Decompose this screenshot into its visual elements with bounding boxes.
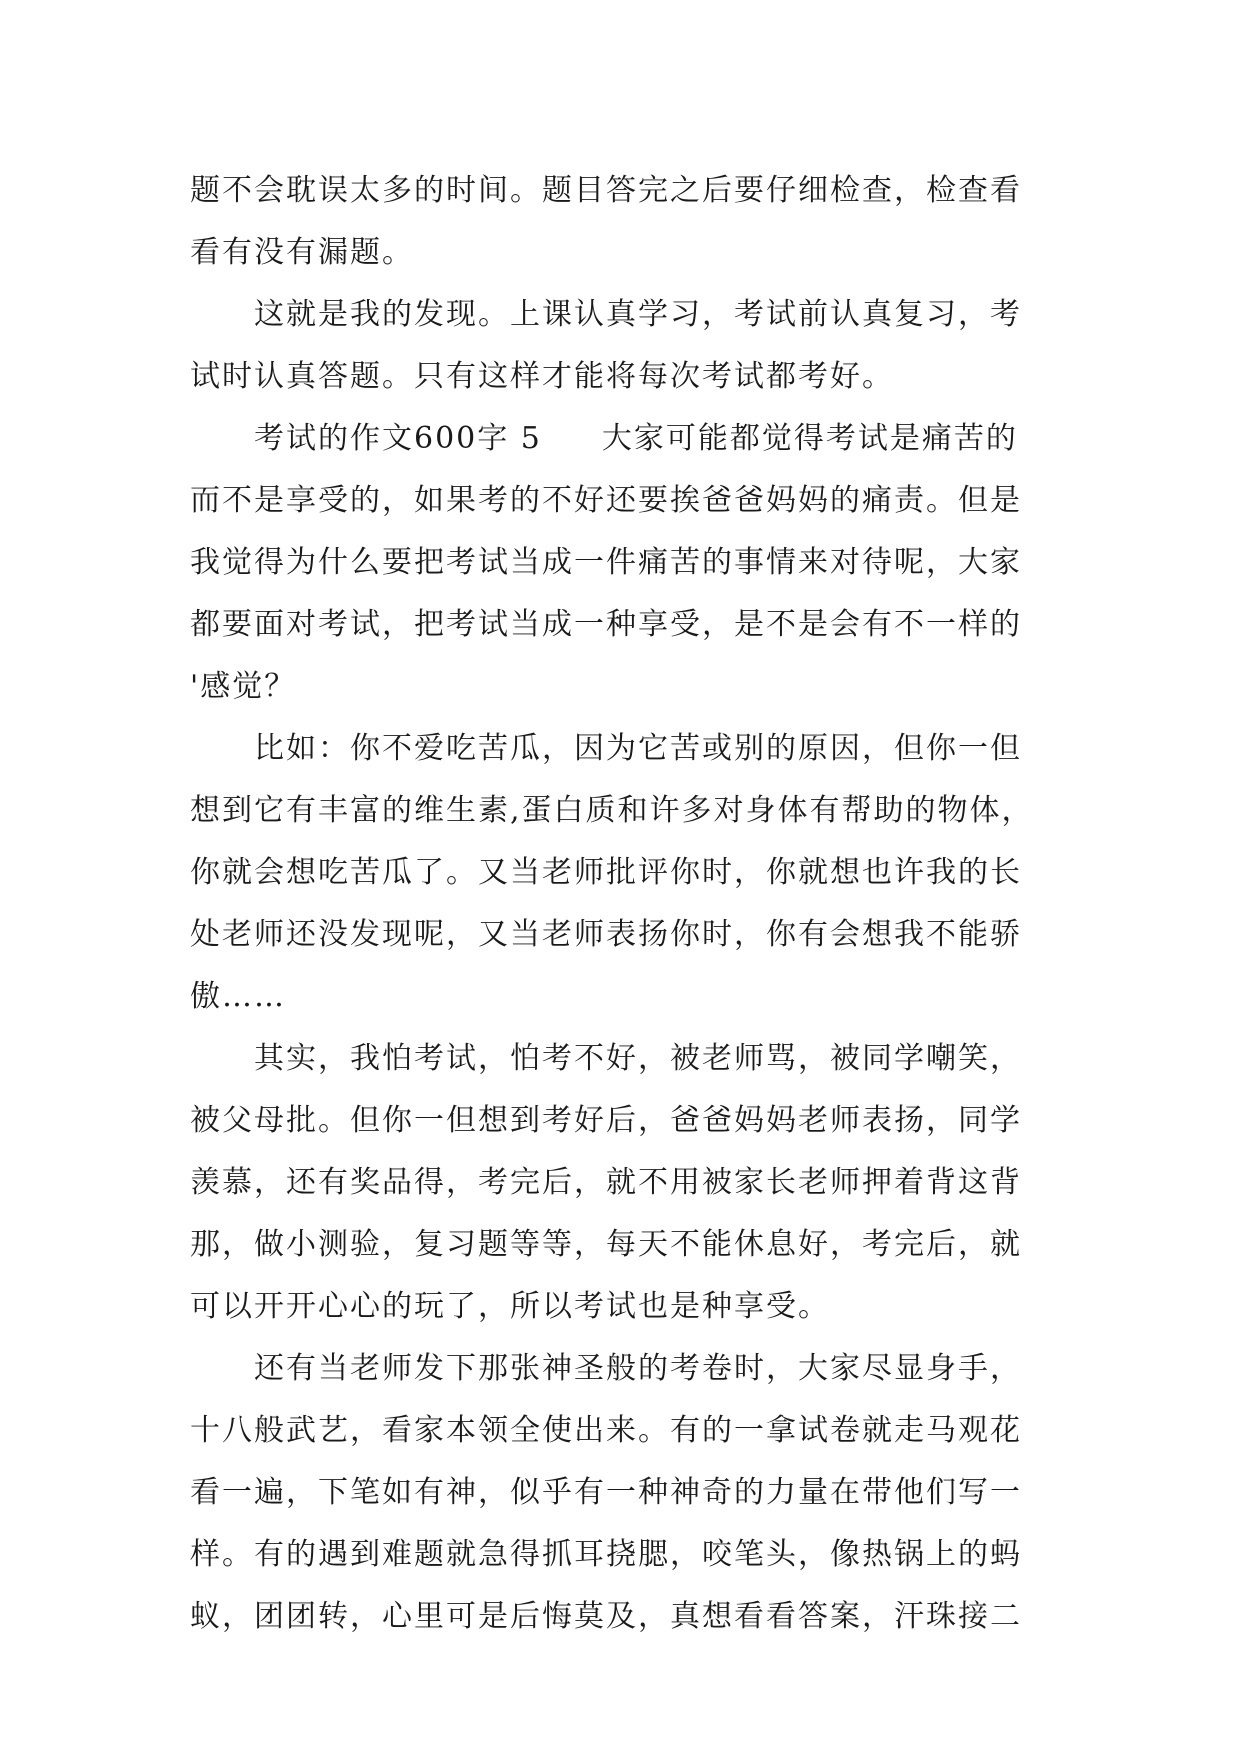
- paragraph-5: [190, 1028, 1070, 1338]
- text-line: 题不会耽误太多的时间。题目答完之后要仔细检查，检查看: [190, 173, 1022, 208]
- paragraph-6: [190, 1338, 1070, 1648]
- text-line: 其实，我怕考试，怕考不好，被老师骂，被同学嘲笑，: [254, 1041, 1022, 1076]
- text-line: 你就会想吃苦瓜了。又当老师批评你时，你就想也许我的长: [190, 855, 1022, 890]
- text-line: 处老师还没发现呢，又当老师表扬你时，你有会想我不能骄: [190, 917, 1022, 952]
- essay-heading: 考试的作文600字 5: [254, 421, 542, 456]
- text-line: 比如：你不爱吃苦瓜，因为它苦或别的原因，但你一但: [254, 731, 1022, 766]
- text-line: 蚁，团团转，心里可是后悔莫及，真想看看答案，汗珠接二: [190, 1599, 1022, 1634]
- paragraph-3: [190, 408, 1070, 718]
- text-line: 看有没有漏题。: [190, 235, 414, 270]
- paragraph-2: [190, 284, 1070, 408]
- paragraph-4: [190, 718, 1070, 1028]
- text-line: 想到它有丰富的维生素,蛋白质和许多对身体有帮助的物体，: [190, 793, 1034, 828]
- document-body: [190, 160, 1070, 1648]
- text-line: 大家可能都觉得考试是痛苦的: [601, 421, 1018, 456]
- text-line: 而不是享受的，如果考的不好还要挨爸爸妈妈的痛责。但是: [190, 483, 1022, 518]
- text-line: 都要面对考试，把考试当成一种享受，是不是会有不一样的: [190, 607, 1022, 642]
- text-line: 看一遍，下笔如有神，似乎有一种神奇的力量在带他们写一: [190, 1475, 1022, 1510]
- text-line: 还有当老师发下那张神圣般的考卷时，大家尽显身手，: [254, 1351, 1022, 1386]
- text-line: 样。有的遇到难题就急得抓耳挠腮，咬笔头，像热锅上的蚂: [190, 1537, 1022, 1572]
- paragraph-1: [190, 160, 1070, 284]
- text-line: 被父母批。但你一但想到考好后，爸爸妈妈老师表扬，同学: [190, 1103, 1022, 1138]
- text-line: 这就是我的发现。上课认真学习，考试前认真复习，考: [254, 297, 1022, 332]
- text-line: 那，做小测验，复习题等等，每天不能休息好，考完后，就: [190, 1227, 1022, 1262]
- text-line: 傲……: [190, 979, 286, 1014]
- heading-line: [190, 408, 1070, 470]
- text-line: 羡慕，还有奖品得，考完后，就不用被家长老师押着背这背: [190, 1165, 1022, 1200]
- text-line: 试时认真答题。只有这样才能将每次考试都考好。: [190, 359, 894, 394]
- text-line: 十八般武艺，看家本领全使出来。有的一拿试卷就走马观花: [190, 1413, 1022, 1448]
- text-line: '感觉？: [190, 669, 297, 704]
- text-line: 可以开开心心的玩了，所以考试也是种享受。: [190, 1289, 830, 1324]
- text-line: 我觉得为什么要把考试当成一件痛苦的事情来对待呢，大家: [190, 545, 1022, 580]
